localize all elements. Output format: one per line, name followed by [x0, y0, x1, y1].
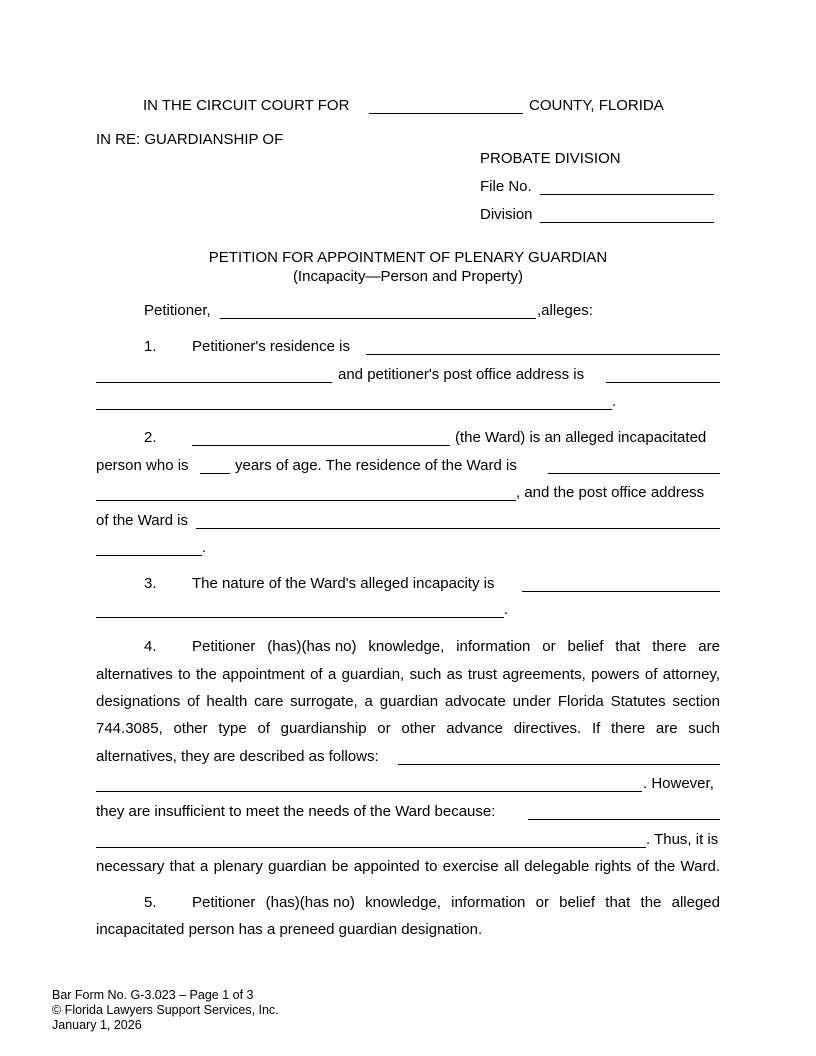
p4-number: 4. — [144, 638, 157, 655]
p4-petitioner: Petitioner — [192, 638, 256, 655]
p5-line-1 — [192, 894, 720, 912]
alternatives-blank-2[interactable] — [96, 791, 642, 792]
p1-number: 1. — [144, 338, 157, 355]
alternatives-blank[interactable] — [398, 764, 720, 765]
p3-end: . — [504, 601, 509, 618]
petition-title: PETITION FOR APPOINTMENT OF PLENARY GUARDIAN — [208, 249, 608, 266]
p5-option-has-no[interactable]: (has no) — [299, 894, 355, 911]
petition-subtitle: (Incapacity—Person and Property) — [292, 268, 524, 285]
ward-name-blank[interactable] — [192, 445, 450, 446]
p2-text-e: of the Ward is — [96, 512, 188, 529]
p1-end: . — [612, 393, 617, 410]
p4-thus: . Thus, it is — [646, 831, 719, 848]
insufficient-reason-blank-2[interactable] — [96, 847, 646, 848]
file-no-blank[interactable] — [540, 194, 714, 195]
court-suffix: COUNTY, FLORIDA — [529, 97, 664, 114]
footer-form-number: Bar Form No. G-3.023 – Page 1 of 3 — [52, 988, 254, 1002]
p4-line-4: 744.3085, other type of guardianship or other advance directives. If there are such — [96, 720, 720, 737]
p4-line-3: designations of health care surrogate, a guardian advocate under Florida Statutes section — [96, 693, 720, 710]
county-blank[interactable] — [369, 113, 523, 114]
p2-text-d: , and the post office address — [516, 484, 705, 501]
ward-residence-blank-2[interactable] — [96, 500, 516, 501]
intro-suffix: ,alleges: — [537, 302, 593, 319]
probate-division: PROBATE DIVISION — [480, 150, 621, 167]
p5-line-2: incapacitated person has a preneed guardian designation. — [96, 921, 483, 938]
file-no-label: File No. — [480, 178, 532, 195]
footer-date: January 1, 2026 — [52, 1018, 142, 1032]
p4-line-2: alternatives to the appointment of a guardian, such as trust agreements, powers of attorney, — [96, 666, 720, 683]
insufficient-reason-blank[interactable] — [528, 819, 720, 820]
p1-text-b: and petitioner's post office address is — [338, 366, 585, 383]
incapacity-nature-blank-2[interactable] — [96, 617, 504, 618]
p3-number: 3. — [144, 575, 157, 592]
p5-knowledge: knowledge, information or belief that the alleged — [365, 894, 720, 911]
p2-end: . — [202, 539, 207, 556]
petitioner-po-address-blank-2[interactable] — [96, 409, 612, 410]
ward-po-address-blank-2[interactable] — [96, 555, 202, 556]
ward-age-blank[interactable] — [200, 473, 230, 474]
division-label: Division — [480, 206, 533, 223]
in-re-label: IN RE: GUARDIANSHIP OF — [96, 131, 284, 148]
p4-line-9: necessary that a plenary guardian be appointed to exercise all delegable rights of the Ward. — [96, 858, 720, 875]
incapacity-nature-blank[interactable] — [522, 591, 720, 592]
p4-however: . However, — [643, 775, 714, 792]
p4-option-has-no[interactable]: (has no) — [301, 638, 357, 655]
p2-number: 2. — [144, 429, 157, 446]
p4-line-1 — [192, 638, 720, 656]
p2-text-c: years of age. The residence of the Ward is — [235, 457, 517, 474]
p1-text-a: Petitioner's residence is — [192, 338, 350, 355]
petitioner-name-blank[interactable] — [220, 318, 536, 319]
petitioner-po-address-blank[interactable] — [606, 382, 720, 383]
intro-prefix: Petitioner, — [144, 302, 211, 319]
p2-text-b: person who is — [96, 457, 189, 474]
p4-option-has[interactable]: (has) — [267, 638, 302, 655]
footer-copyright: © Florida Lawyers Support Services, Inc. — [52, 1003, 279, 1017]
p5-petitioner: Petitioner — [192, 894, 256, 911]
p3-text-a: The nature of the Ward's alleged incapacity is — [192, 575, 495, 592]
p4-knowledge: knowledge, information or belief that there are — [368, 638, 720, 655]
p4-line-7: they are insufficient to meet the needs of the Ward because: — [96, 803, 496, 820]
p5-number: 5. — [144, 894, 157, 911]
p2-text-a: (the Ward) is an alleged incapacitated — [455, 429, 707, 446]
court-prefix: IN THE CIRCUIT COURT FOR — [143, 97, 350, 114]
ward-po-address-blank[interactable] — [196, 528, 720, 529]
p4-line-5: alternatives, they are described as follows: — [96, 748, 379, 765]
p5-option-has[interactable]: (has) — [265, 894, 300, 911]
petitioner-residence-blank[interactable] — [366, 354, 720, 355]
petitioner-residence-blank-2[interactable] — [96, 382, 332, 383]
ward-residence-blank[interactable] — [548, 473, 720, 474]
division-blank[interactable] — [540, 222, 714, 223]
